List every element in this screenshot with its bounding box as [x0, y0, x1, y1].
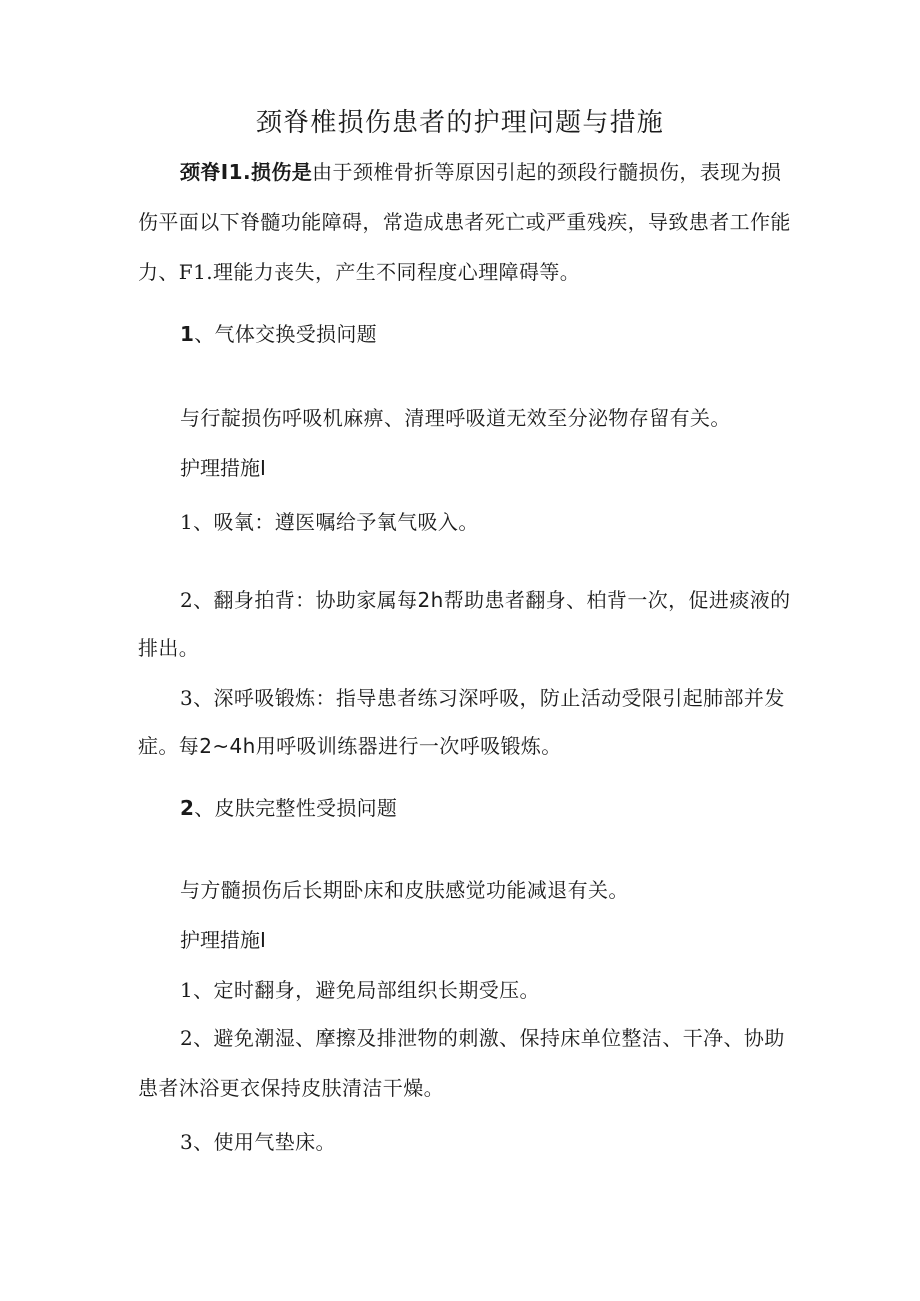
section-2-title: 、皮肤完整性受损问题: [194, 796, 398, 820]
section-1-item-2-interval: 2h: [417, 588, 444, 612]
intro-lead: 颈脊I1.损伤是: [180, 160, 313, 184]
section-1-heading: [180, 320, 377, 348]
section-1-item-3-text-a: 症。每: [138, 734, 200, 758]
section-2-item-2-line-2: 患者沐浴更衣保持皮肤清洁干燥。: [138, 1076, 444, 1100]
intro-line-2: 伤平面以下脊髓功能障碍，常造成患者死亡或严重残疾，导致患者工作能: [138, 210, 791, 234]
section-2-heading: [180, 794, 397, 822]
section-2-cause: 与方髓损伤后长期卧床和皮肤感觉功能减退有关。: [180, 878, 629, 902]
section-2-item-1: 1、定时翻身，避免局部组织长期受压。: [180, 978, 540, 1002]
section-1-item-3-text-c: 用呼吸训练器进行一次呼吸锻炼。: [255, 734, 562, 758]
section-1-item-3-line-2: [138, 732, 788, 760]
section-1-title: 、气体交换受损问题: [194, 322, 377, 346]
section-1-item-3-line-1: 3、深呼吸锻炼：指导患者练习深呼吸，防止活动受限引起肺部并发: [180, 686, 785, 710]
intro-line-1-rest: 由于颈椎骨折等原因引起的颈段行髓损伤，表现为损: [312, 160, 782, 184]
section-2-item-2-line-1: 2、避免潮湿、摩擦及排泄物的刺激、保持床单位整洁、干净、协助: [180, 1026, 785, 1050]
section-2-number: 2: [180, 796, 195, 820]
section-1-item-2-text-a: 2、翻身拍背：协助家属每: [180, 588, 418, 612]
section-1-measures-label: 护理措施I: [180, 456, 266, 480]
page-title: 颈脊椎损伤患者的护理问题与措施: [255, 108, 664, 138]
section-1-item-1: 1、吸氧：遵医嘱给予氧气吸入。: [180, 510, 479, 534]
section-1-item-2-line-1: [180, 586, 830, 614]
section-2-measures-label: 护理措施I: [180, 928, 266, 952]
section-1-number: 1: [180, 322, 195, 346]
section-1-item-2-line-2: 排出。: [138, 636, 200, 660]
intro-line-3: 力、F1.理能力丧失，产生不同程度心理障碍等。: [138, 260, 581, 284]
section-1-item-3-interval: 2~4h: [199, 734, 256, 758]
section-1-item-2-text-c: 帮助患者翻身、柏背一次，促进痰液的: [443, 588, 791, 612]
intro-line-1: [180, 158, 830, 186]
section-2-item-3: 3、使用气垫床。: [180, 1130, 336, 1154]
section-1-cause: 与行靛损伤呼吸机麻痹、清理呼吸道无效至分泌物存留有关。: [180, 406, 731, 430]
